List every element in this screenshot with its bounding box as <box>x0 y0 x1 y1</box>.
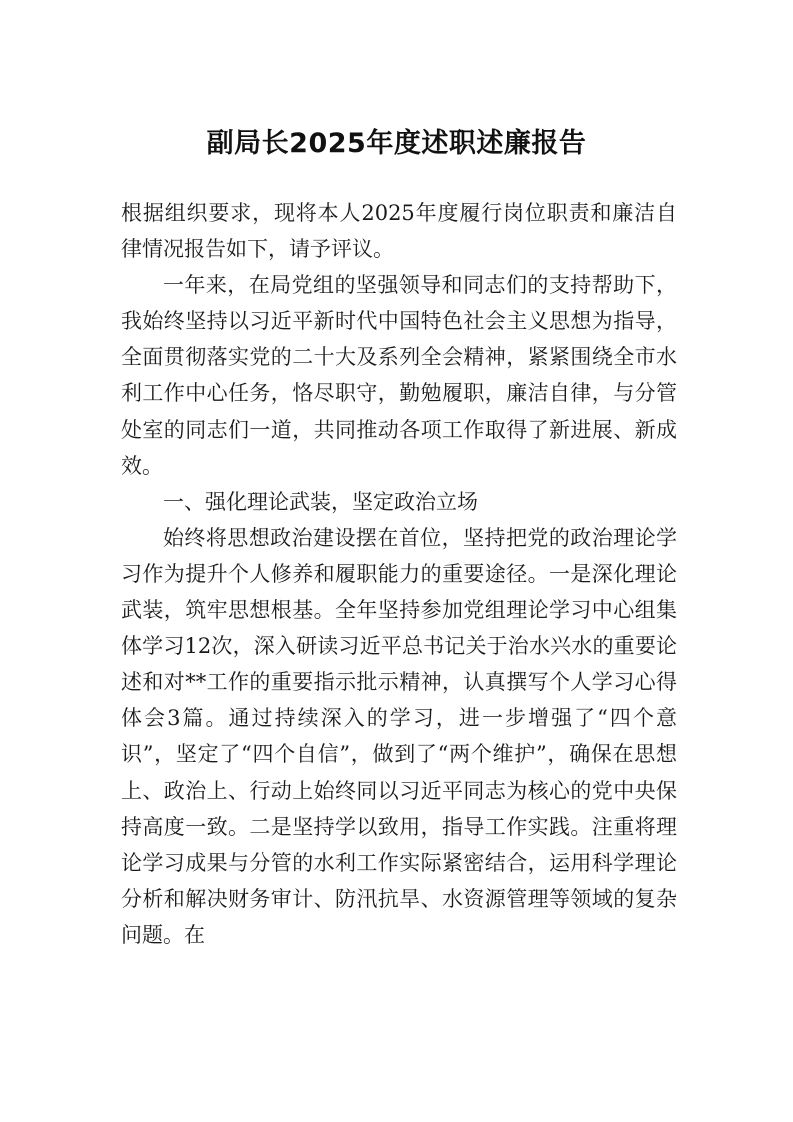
section-heading: 一、强化理论武装，坚定政治立场 <box>163 489 478 514</box>
document-body <box>121 195 677 953</box>
section-paragraph: 始终将思想政治建设摆在首位，坚持把党的政治理论学习作为提升个人修养和履职能力的重要途径。一是深化理论武装，筑牢思想根基。全年坚持参加党组理论学习中心组集体学习12次，深入研读习近平总书记关于治水兴水的重要论述和对**工作的重要指示批示精神，认真撰写个人学习心得体会3篇。通过持续深入的学习，进一步增强了“四个意识”，坚定了“四个自信”，做到了“两个维护”，确保在思想上、政治上、行动上始终同以习近平同志为核心的党中央保持高度一致。二是坚持学以致用，指导工作实践。注重将理论学习成果与分管的水利工作实际紧密结合，运用科学理论分析和解决财务审计、防汛抗旱、水资源管理等领域的复杂问题。在 <box>121 525 677 947</box>
opening-paragraph: 根据组织要求，现将本人2025年度履行岗位职责和廉洁自律情况报告如下，请予评议。 <box>121 201 677 262</box>
summary-paragraph: 一年来，在局党组的坚强领导和同志们的支持帮助下，我始终坚持以习近平新时代中国特色社会主义思想为指导，全面贯彻落实党的二十大及系列全会精神，紧紧围绕全市水利工作中心任务，恪尽职守，勤勉履职，廉洁自律，与分管处室的同志们一道，共同推动各项工作取得了新进展、新成效。 <box>121 273 677 478</box>
document-title: 副局长2025年度述职述廉报告 <box>206 128 587 159</box>
